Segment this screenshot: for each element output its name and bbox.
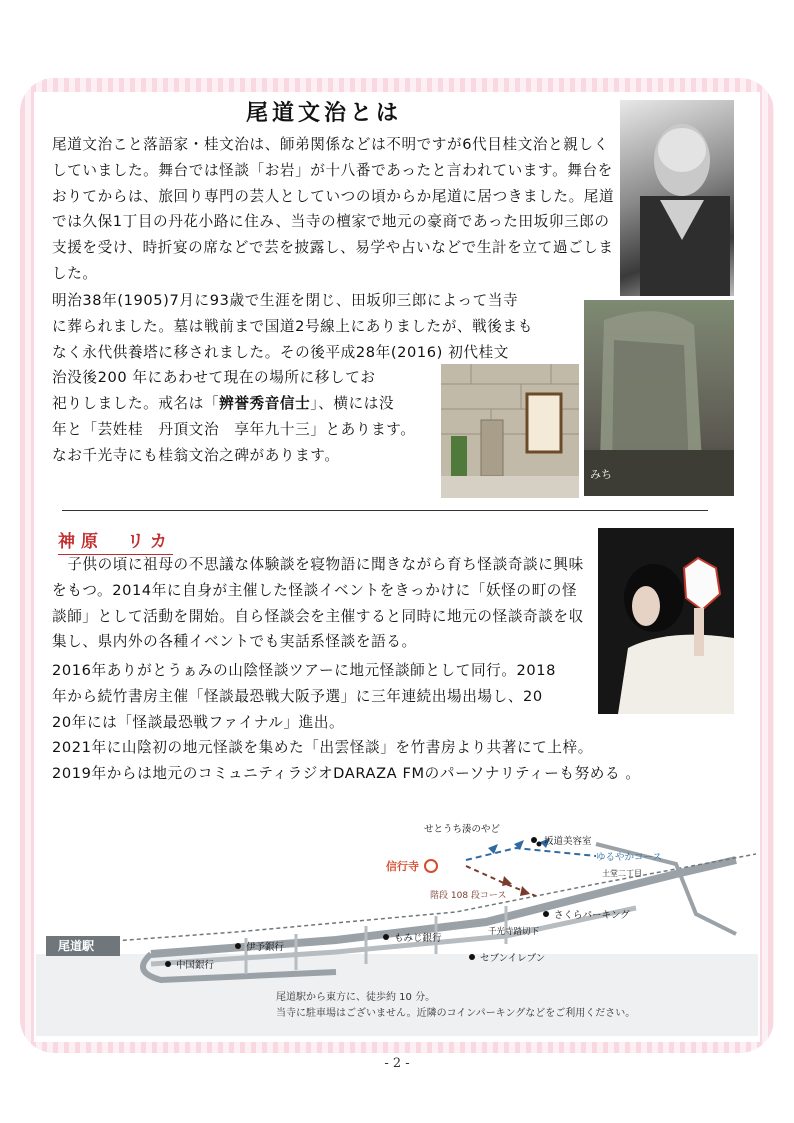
history-line-3: なく永代供養塔に移されました。その後平成28年(2016) 初代桂文 [52,343,509,361]
map-label-seven: セブンイレブン [480,953,546,964]
map-label-crossing: 千光寺踏切下 [488,927,540,937]
page-number: - 2 - [384,1056,410,1071]
history-line-6: 年と「芸姓桂 丹頂文治 享年九十三」とあります。 [52,420,416,438]
map-label-iyo: 伊予銀行 [246,942,285,953]
map-note-walk: 尾道駅から東方に、徒歩約 10 分。 [276,992,436,1003]
map-label-salon: 坂道美容室 [544,836,592,847]
map-label-chugoku: 中国銀行 [176,960,215,971]
map-label-inn: せとうち湊のやど [424,824,501,835]
history-line-4: 治没後200 年にあわせて現在の場所に移してお [52,369,376,387]
career-line-1: 2016年ありがとうぁみの山陰怪談ツアーに地元怪談師として同行。2018 [52,662,557,679]
map-label-gentle-course: ゆるやかコース [596,852,663,863]
map-gentle-course [466,848,596,860]
history-line-1: 明治38年(1905)7月に93歳で生涯を閉じ、田坂卯三郎によって当寺 [52,292,519,309]
map-note-parking: 当寺に駐車場はございません。近隣のコインパーキングなどをご利用ください。 [276,1008,636,1019]
memorial-shrine-photo [441,364,579,498]
paragraph-intro: 尾道文治こと落語家・桂文治は、師弟関係などは不明ですが6代目桂文治と親しくしていました。舞台では怪談「お岩」が十八番であったと言われています。舞台をおりてからは、旅回り専門の芸人としていつの頃からか尾道に居つきました。尾道では久保1丁目の丹花小路に住み、当寺の檀家で地元の豪商であった田坂卯三郎の支援を受け、時折宴の席などで芸を披露し、易学や占いなどで生計を立て過ごしました。 [52,136,615,282]
map-label-town: 土堂二丁目 [602,869,642,878]
paragraph-career [52,658,732,787]
history-line-2: に葬られました。墓は戦前まで国道2号線上にありましたが、戦後まも [52,317,533,335]
author-name: 神原 リカ [58,527,173,555]
portrait-photo [620,100,734,296]
career-line-2: 年から続竹書房主催「怪談最恐戦大阪予選」に三年連続出場出場し、20 [52,687,543,705]
photo-caption: みち [590,468,612,481]
map-label-stairs-course: 階段 108 段コース [430,891,507,901]
page-title: 尾道文治とは [246,101,403,126]
stone-monument-photo [584,300,734,496]
map-label-parking: さくらパーキング [554,910,630,921]
access-map [36,804,758,1036]
career-line-3: 20年には「怪談最恐戦ファイナル」進出。 [52,713,345,731]
kaimyo-text: 辨誉秀音信士 [219,395,311,413]
history-line-5-tail: 」、横には没 [310,395,395,413]
map-label-momiji: もみじ銀行 [394,933,442,944]
map-temple-pin [425,860,437,872]
career-line-4: 2021年に山陰初の地元怪談を集めた「出雲怪談」を竹書房より共著にて上梓。 [52,739,593,757]
paragraph-bio: 子供の頃に祖母の不思議な体験談を寝物語に聞きながら育ち怪談奇談に興味をもつ。2014年に自身が主催した怪談イベントをきっかけに「妖怪の町の怪談師」として活動を開始。自ら怪談会を主催すると同時に地元の怪談奇談を収集し、県内外の各種イベントでも実話系怪談を語る。 [52,556,584,651]
map-station-label: 尾道駅 [58,939,95,953]
career-line-5: 2019年からは地元のコミュニティラジオDARAZA FMのパーソナリティーも努める 。 [52,765,641,783]
section-divider [62,510,708,511]
history-line-7: なお千光寺にも桂翁文治之碑があります。 [52,446,340,464]
map-temple-label: 信行寺 [386,860,419,873]
history-line-5-head: 祀りしました。戒名は「 [52,395,220,413]
